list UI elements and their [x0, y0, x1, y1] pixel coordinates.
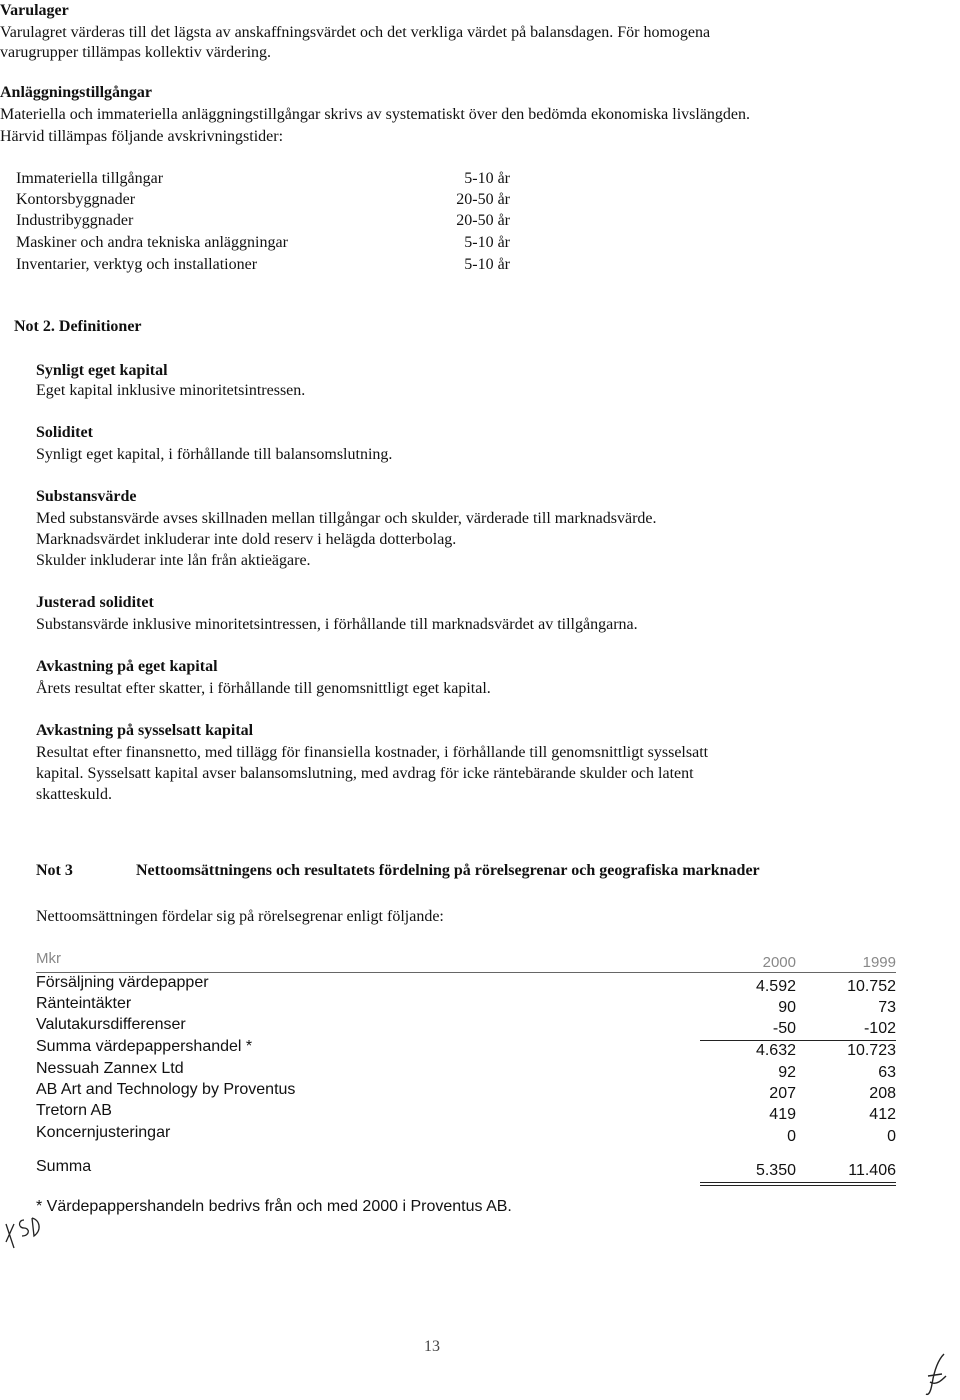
depreciation-value: 5-10 år [464, 234, 510, 251]
definition-text: Substansvärde inklusive minoritetsintressen, i förhållande till marknadsvärdet av tillgångarna. [36, 616, 638, 633]
varulager-text-line-2: varugrupper tillämpas kollektiv värdering. [0, 44, 272, 61]
header-rule [36, 972, 896, 973]
table-row-label: Ränteintäkter [36, 995, 132, 1012]
table-row-label: Valutakursdifferenser [36, 1016, 186, 1033]
table-cell-2000: 419 [769, 1106, 796, 1123]
table-row-label: Summa värdepappershandel * [36, 1038, 253, 1055]
table-header-label: Mkr [36, 950, 61, 967]
table-row-label: Försäljning värdepapper [36, 974, 209, 991]
table-row-label: Tretorn AB [36, 1102, 112, 1119]
total-rule-top [700, 1182, 896, 1183]
total-rule-bottom [700, 1185, 896, 1186]
definition-text: Resultat efter finansnetto, med tillägg för finansiella kostnader, i förhållande till genomsnittligt sysselsatt [36, 744, 709, 761]
depreciation-label: Industribyggnader [16, 212, 134, 229]
table-header-2000: 2000 [762, 954, 796, 971]
anlaggning-heading: Anläggningstillgångar [0, 84, 153, 101]
footnote: * Värdepappershandeln bedrivs från och med 2000 i Proventus AB. [36, 1198, 512, 1215]
anlaggning-text-line-2: Härvid tillämpas följande avskrivningstider: [0, 128, 284, 145]
table-row-label: Koncernjusteringar [36, 1124, 171, 1141]
depreciation-label: Maskiner och andra tekniska anläggningar [16, 234, 288, 251]
definition-term: Synligt eget kapital [36, 362, 168, 379]
table-cell-1999: 10.723 [847, 1042, 896, 1059]
definition-term: Avkastning på sysselsatt kapital [36, 722, 254, 739]
table-cell-2000: 4.592 [755, 978, 796, 995]
table-cell-2000: 90 [778, 999, 796, 1016]
table-cell-1999: 63 [878, 1064, 896, 1081]
table-total-2000: 5.350 [755, 1162, 796, 1179]
depreciation-label: Immateriella tillgångar [16, 170, 164, 187]
definition-term: Justerad soliditet [36, 594, 154, 611]
handwritten-initials-mark [2, 1212, 46, 1252]
table-header-1999: 1999 [862, 954, 896, 971]
handwritten-mark [920, 1350, 956, 1398]
not3-label: Not 3 [36, 862, 73, 879]
depreciation-value: 20-50 år [456, 191, 510, 208]
not3-intro: Nettoomsättningen fördelar sig på rörelsegrenar enligt följande: [36, 908, 444, 925]
definition-text: Synligt eget kapital, i förhållande till balansomslutning. [36, 446, 393, 463]
definition-text: Med substansvärde avses skillnaden mellan tillgångar och skulder, värderade till marknadsvärde. [36, 510, 657, 527]
definition-text: Eget kapital inklusive minoritetsintressen. [36, 382, 306, 399]
table-row-label: AB Art and Technology by Proventus [36, 1081, 296, 1098]
definition-text: Marknadsvärdet inkluderar inte dold reserv i helägda dotterbolag. [36, 531, 457, 548]
table-cell-1999: -102 [863, 1020, 896, 1037]
definition-term: Soliditet [36, 424, 93, 441]
definition-text: skatteskuld. [36, 786, 112, 803]
depreciation-value: 5-10 år [464, 170, 510, 187]
definition-text: Skulder inkluderar inte lån från aktieägare. [36, 552, 311, 569]
definition-text: kapital. Sysselsatt kapital avser balansomslutning, med avdrag för icke räntebärande skulder och latent [36, 765, 694, 782]
definition-term: Substansvärde [36, 488, 137, 505]
table-cell-1999: 208 [869, 1085, 896, 1102]
not2-heading: Not 2. Definitioner [14, 318, 142, 335]
definition-term: Avkastning på eget kapital [36, 658, 218, 675]
anlaggning-text-line-1: Materiella och immateriella anläggningstillgångar skrivs av systematiskt över den bedömda ekonomiska livslängden. [0, 106, 751, 123]
depreciation-label: Inventarier, verktyg och installationer [16, 256, 258, 273]
table-row-label: Nessuah Zannex Ltd [36, 1060, 184, 1077]
not3-title: Nettoomsättningens och resultatets fördelning på rörelsegrenar och geografiska marknader [136, 862, 760, 879]
varulager-text-line-1: Varulagret värderas till det lägsta av anskaffningsvärdet och det verkliga värdet på balansdagen. För homogena [0, 24, 711, 41]
depreciation-label: Kontorsbyggnader [16, 191, 136, 208]
depreciation-value: 20-50 år [456, 212, 510, 229]
table-cell-2000: -50 [772, 1020, 796, 1037]
definition-text: Årets resultat efter skatter, i förhållande till genomsnittligt eget kapital. [36, 680, 491, 697]
table-total-1999: 11.406 [848, 1162, 896, 1179]
depreciation-value: 5-10 år [464, 256, 510, 273]
subtotal-rule [700, 1040, 896, 1041]
varulager-heading: Varulager [0, 2, 69, 19]
table-cell-2000: 92 [778, 1064, 796, 1081]
table-cell-1999: 412 [869, 1106, 896, 1123]
table-cell-2000: 4.632 [755, 1042, 796, 1059]
table-cell-2000: 207 [769, 1085, 796, 1102]
table-total-label: Summa [36, 1158, 92, 1175]
page-number: 13 [424, 1338, 440, 1355]
table-cell-1999: 73 [878, 999, 896, 1016]
table-cell-1999: 0 [887, 1128, 896, 1145]
table-cell-1999: 10.752 [847, 978, 896, 995]
table-cell-2000: 0 [787, 1128, 796, 1145]
